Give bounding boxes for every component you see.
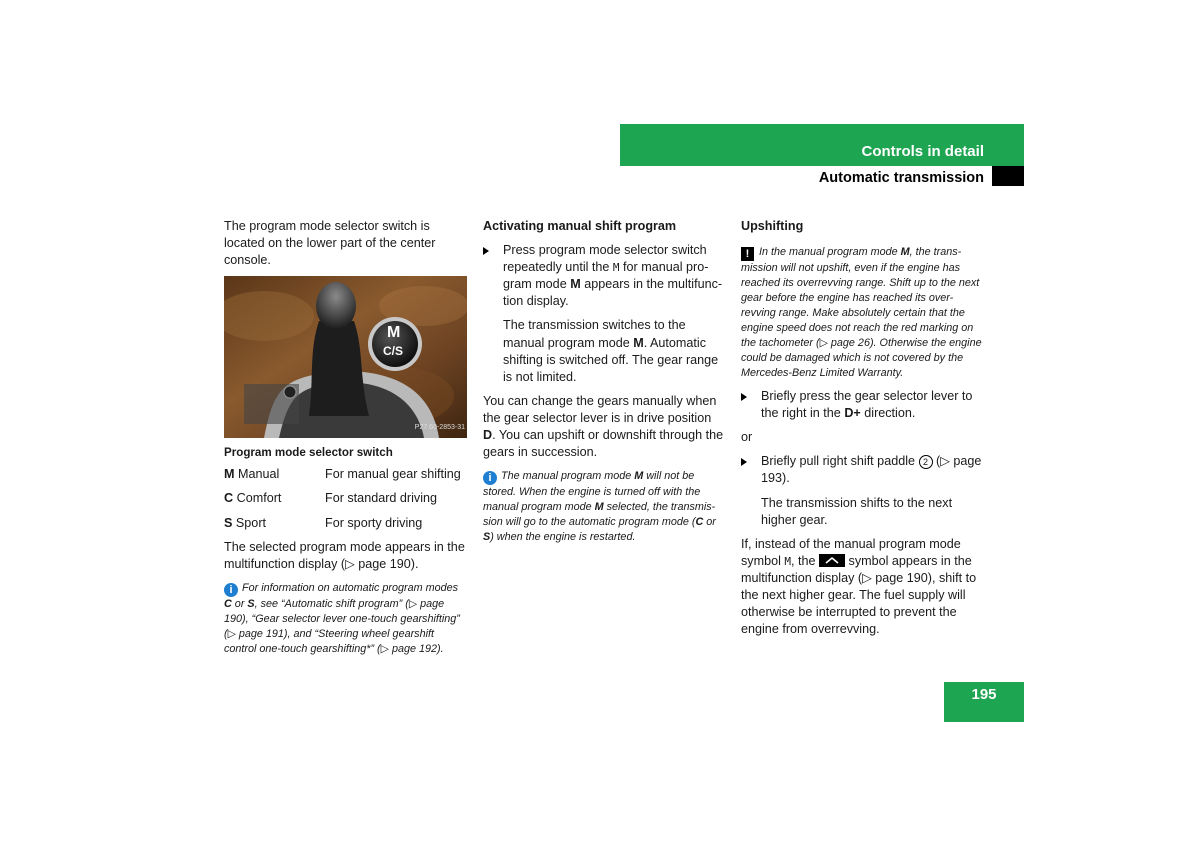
heading-upshifting: Upshifting: [741, 219, 804, 233]
info-icon: i: [483, 471, 497, 485]
section-marker: [992, 166, 1024, 186]
heading-activating: Activating manual shift program: [483, 219, 677, 233]
header-band: [620, 124, 1024, 166]
upshift-paragraph: If, instead of the manual program mode symbol M, the symbol appears in the multifunction display (▷ page 190), shift to the next higher gear. The fuel supply will otherwise be interrupted to prevent the engine from overrevving.: [741, 536, 977, 637]
button-label-cs: C/S: [383, 344, 404, 359]
section-title: Automatic transmission: [818, 170, 984, 186]
gear-change-paragraph: You can change the gears manually when the gear selector lever is in drive position D. You can upshift or downshift through the gears in succession.: [483, 393, 724, 460]
selector-switch-photo: [224, 276, 467, 438]
instruction-step: Briefly pull right shift paddle 2 (▷ page 193).: [741, 453, 985, 487]
warning-icon: !: [741, 247, 754, 261]
info-note: i For information on automatic program modes C or S, see “Automatic shift program” (▷ page 190), “Gear selector lever one-touch gearshifting” (▷ page 191), and “Steering wheel gearshift control one-touch gearshifting*” (▷ page 192).: [224, 581, 460, 655]
info-note: i The manual program mode M will not be stored. When the engine is turned off with the manual program mode M selected, the transmis-sion will go to the automatic program mode (C or S) when the engine is restarted.: [483, 470, 716, 544]
bullet-arrow-icon: [741, 393, 747, 401]
step-result: The transmission shifts to the next higher gear.: [761, 495, 953, 527]
mode-row-sport: S Sport For sporty driving: [224, 515, 423, 530]
mode-row-manual: M Manual For manual gear shifting: [224, 467, 461, 482]
console-photo-illustration: [224, 276, 467, 438]
photo-caption: Program mode selector switch: [224, 446, 393, 460]
column-1: [224, 218, 468, 664]
bullet-arrow-icon: [483, 247, 489, 255]
button-label-m: M: [387, 324, 401, 342]
instruction-step: Briefly press the gear selector lever to the right in the D+ direction.: [741, 388, 985, 422]
intro-paragraph: The program mode selector switch is located on the lower part of the center console.: [224, 219, 436, 268]
instruction-step: Press program mode selector switch repeatedly until the M for manual pro-gram mode M appears in the multifunc-tion display.: [483, 242, 727, 310]
paddle-number: 2: [919, 455, 933, 469]
mode-row-comfort: C Comfort For standard driving: [224, 491, 437, 506]
photo-reference: P27.60-2853-31: [414, 424, 465, 432]
step-result: The transmission switches to the manual program mode M. Automatic shifting is switched off. The gear range is not limited.: [503, 318, 719, 384]
page-number-box: [944, 682, 1024, 722]
bullet-arrow-icon: [741, 458, 747, 466]
page-number: 195: [971, 686, 997, 703]
info-icon: i: [224, 583, 238, 597]
column-3: [741, 218, 985, 645]
up-arrow-symbol: [819, 554, 845, 567]
display-paragraph: The selected program mode appears in the multifunction display (▷ page 190).: [224, 539, 465, 571]
warning-note: ! In the manual program mode M, the trans-mission will not upshift, even if the engine has reached its overrevving range. Shift up to the next gear before the engine has reached its over-revving range. Make absolutely certain that the engine speed does not reach the red marking on the tachometer (▷ page 26). Otherwise the engine could be damaged which is not covered by the Mercedes-Benz Limited Warranty.: [741, 246, 982, 380]
column-2: [483, 218, 727, 552]
chapter-title: Controls in detail: [861, 143, 984, 160]
or-text: or: [741, 430, 753, 445]
